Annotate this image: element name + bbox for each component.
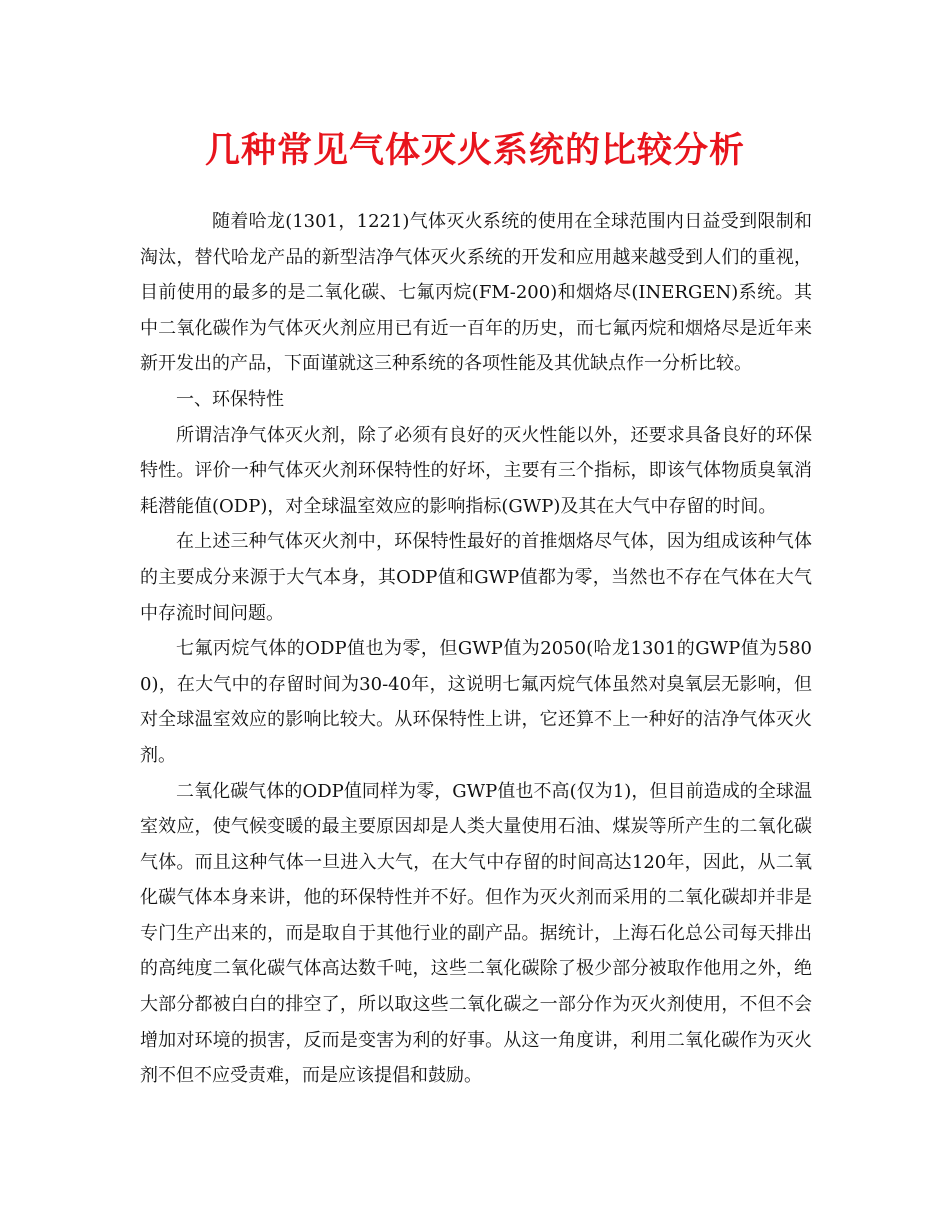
intro-paragraph: 随着哈龙(1301，1221)气体灭火系统的使用在全球范围内日益受到限制和淘汰，替代哈龙产品的新型洁净气体灭火系统的开发和应用越来越受到人们的重视，目前使用的最多的是二氧化碳、七氟丙烷(FM-200)和烟烙尽(INERGEN)系统。其中二氧化碳作为气体灭火剂应用已有近一百年的历史，而七氟丙烷和烟烙尽是近年来新开发出的产品，下面谨就这三种系统的各项性能及其优缺点作一分析比较。: [140, 211, 812, 375]
body-paragraph: 在上述三种气体灭火剂中，环保特性最好的首推烟烙尽气体，因为组成该种气体的主要成分来源于大气本身，其ODP值和GWP值都为零，当然也不存在气体在大气中存流时间问题。: [140, 531, 812, 624]
body-paragraph: 七氟丙烷气体的ODP值也为零，但GWP值为2050(哈龙1301的GWP值为5800)，在大气中的存留时间为30-40年，这说明七氟丙烷气体虽然对臭氧层无影响，但对全球温室效应的影响比较大。从环保特性上讲，它还算不上一种好的洁净气体灭火剂。: [140, 638, 812, 766]
section-heading: 一、环保特性: [176, 388, 284, 410]
body-paragraph: 二氧化碳气体的ODP值同样为零，GWP值也不高(仅为1)，但目前造成的全球温室效应，使气候变暖的最主要原因却是人类大量使用石油、煤炭等所产生的二氧化碳气体。而且这种气体一旦进入大气，在大气中存留的时间高达120年，因此，从二氧化碳气体本身来讲，他的环保特性并不好。但作为灭火剂而采用的二氧化碳却并非是专门生产出来的，而是取自于其他行业的副产品。据统计，上海石化总公司每天排出的高纯度二氧化碳气体高达数千吨，这些二氧化碳除了极少部分被取作他用之外，绝大部分都被白白的排空了，所以取这些二氧化碳之一部分作为灭火剂使用，不但不会增加对环境的损害，反而是变害为利的好事。从这一角度讲，利用二氧化碳作为灭火剂不但不应受责难，而是应该提倡和鼓励。: [140, 780, 812, 1087]
body-paragraph: 所谓洁净气体灭火剂，除了必须有良好的灭火性能以外，还要求具备良好的环保特性。评价一种气体灭火剂环保特性的好坏，主要有三个指标，即该气体物质臭氧消耗潜能值(ODP)，对全球温室效应的影响指标(GWP)及其在大气中存留的时间。: [140, 424, 812, 517]
document-title: 几种常见气体灭火系统的比较分析: [204, 130, 745, 171]
document-body: [140, 204, 812, 1094]
